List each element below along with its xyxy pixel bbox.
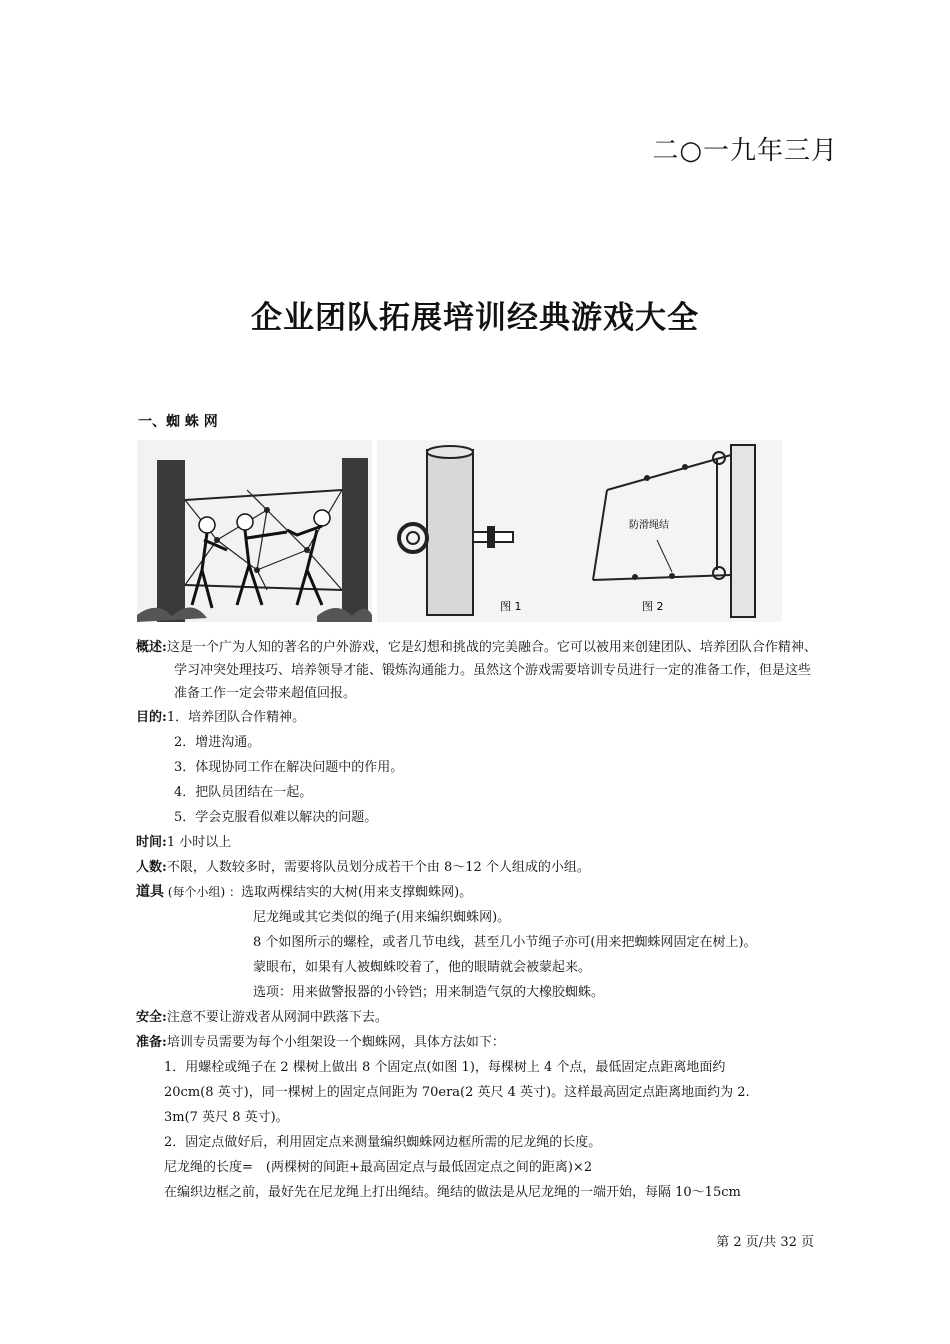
overview-paragraph: [136, 636, 818, 705]
prep-line: 20cm(8 英寸)，同一棵树上的固定点间距为 70era(2 英尺 4 英寸)。这样最高固定点距离地面约为 2.: [164, 1085, 750, 1100]
prep-line: 1．用螺栓或绳子在 2 棵树上做出 8 个固定点(如图 1)，每棵树上 4 个点，最低固定点距离地面约: [164, 1060, 726, 1075]
safety-text: 注意不要让游戏者从网洞中跌落下去。: [166, 1010, 388, 1025]
tool-item: 8 个如图所示的螺栓，或者几节电线，甚至几小节绳子亦可(用来把蜘蛛网固定在树上)。: [253, 935, 757, 950]
goals-row: [136, 705, 818, 730]
safety-label: 安全:: [136, 1010, 167, 1025]
goal-item: 3．体现协同工作在解决问题中的作用。: [174, 760, 404, 775]
tools-label: 道具: [136, 884, 164, 900]
prep-text: 培训专员需要为每个小组架设一个蜘蛛网，具体方法如下：: [166, 1035, 505, 1050]
time-label: 时间:: [136, 835, 167, 850]
figure-1-label: 图 1: [500, 600, 522, 613]
prep-line: 尼龙绳的长度= (两棵树的间距+最高固定点与最低固定点之间的距离)×2: [164, 1160, 593, 1175]
time-text: 1 小时以上: [166, 835, 232, 850]
people-label: 人数:: [136, 860, 167, 875]
page-number: 第 2 页/共 32 页: [716, 1235, 814, 1250]
game-scene-drawing: [137, 440, 372, 622]
goals-label: 目的:: [136, 710, 167, 725]
prep-label: 准备:: [136, 1035, 167, 1050]
document-body: [136, 636, 818, 1205]
prep-line: 3m(7 英尺 8 英寸)。: [164, 1110, 289, 1125]
spider-web-illustration: [137, 440, 782, 622]
goal-item: 1．培养团队合作精神。: [166, 710, 306, 725]
tool-item: 选项：用来做警报器的小铃铛；用来制造气氛的大橡胶蜘蛛。: [253, 985, 605, 1000]
tool-item: 蒙眼布，如果有人被蜘蛛咬着了，他的眼睛就会被蒙起来。: [253, 960, 592, 975]
prep-line: 在编织边框之前，最好先在尼龙绳上打出绳结。绳结的做法是从尼龙绳的一端开始，每隔 10～15cm: [164, 1185, 741, 1200]
tools-note: (每个小组) ：: [164, 885, 241, 899]
time-row: [136, 830, 818, 855]
people-row: [136, 855, 818, 880]
document-title: 企业团队拓展培训经典游戏大全: [251, 300, 699, 336]
safety-row: [136, 1005, 818, 1030]
document-date: 二○一九年三月: [652, 136, 838, 166]
prep-row: [136, 1030, 818, 1055]
goal-item: 2．增进沟通。: [174, 735, 261, 750]
figure-2-drawing: [577, 440, 782, 622]
overview-label: 概述:: [136, 640, 167, 655]
prep-line: 2．固定点做好后，利用固定点来测量编织蜘蛛网边框所需的尼龙绳的长度。: [164, 1135, 602, 1150]
overview-text: 这是一个广为人知的著名的户外游戏，它是幻想和挑战的完美融合。它可以被用来创建团队、培养团队合作精神、学习冲突处理技巧、培养领导才能、锻炼沟通能力。虽然这个游戏需要培训专员进行一定的准备工作，但是这些准备工作一定会带来超值回报。: [166, 640, 817, 701]
figure-2-label: 图 2: [642, 600, 664, 613]
tool-item: 选取两棵结实的大树(用来支撑蜘蛛网)。: [241, 885, 473, 900]
section-heading: 一、蜘 蛛 网: [138, 414, 218, 430]
figure-2-annotation: 防滑绳结: [629, 520, 669, 531]
goal-item: 5．学会克服看似难以解决的问题。: [174, 810, 378, 825]
tool-item: 尼龙绳或其它类似的绳子(用来编织蜘蛛网)。: [253, 910, 511, 925]
people-text: 不限，人数较多时，需要将队员划分成若干个由 8～12 个人组成的小组。: [166, 860, 590, 875]
tools-row: [136, 880, 818, 905]
figure-1-drawing: [377, 440, 577, 622]
goal-item: 4．把队员团结在一起。: [174, 785, 313, 800]
